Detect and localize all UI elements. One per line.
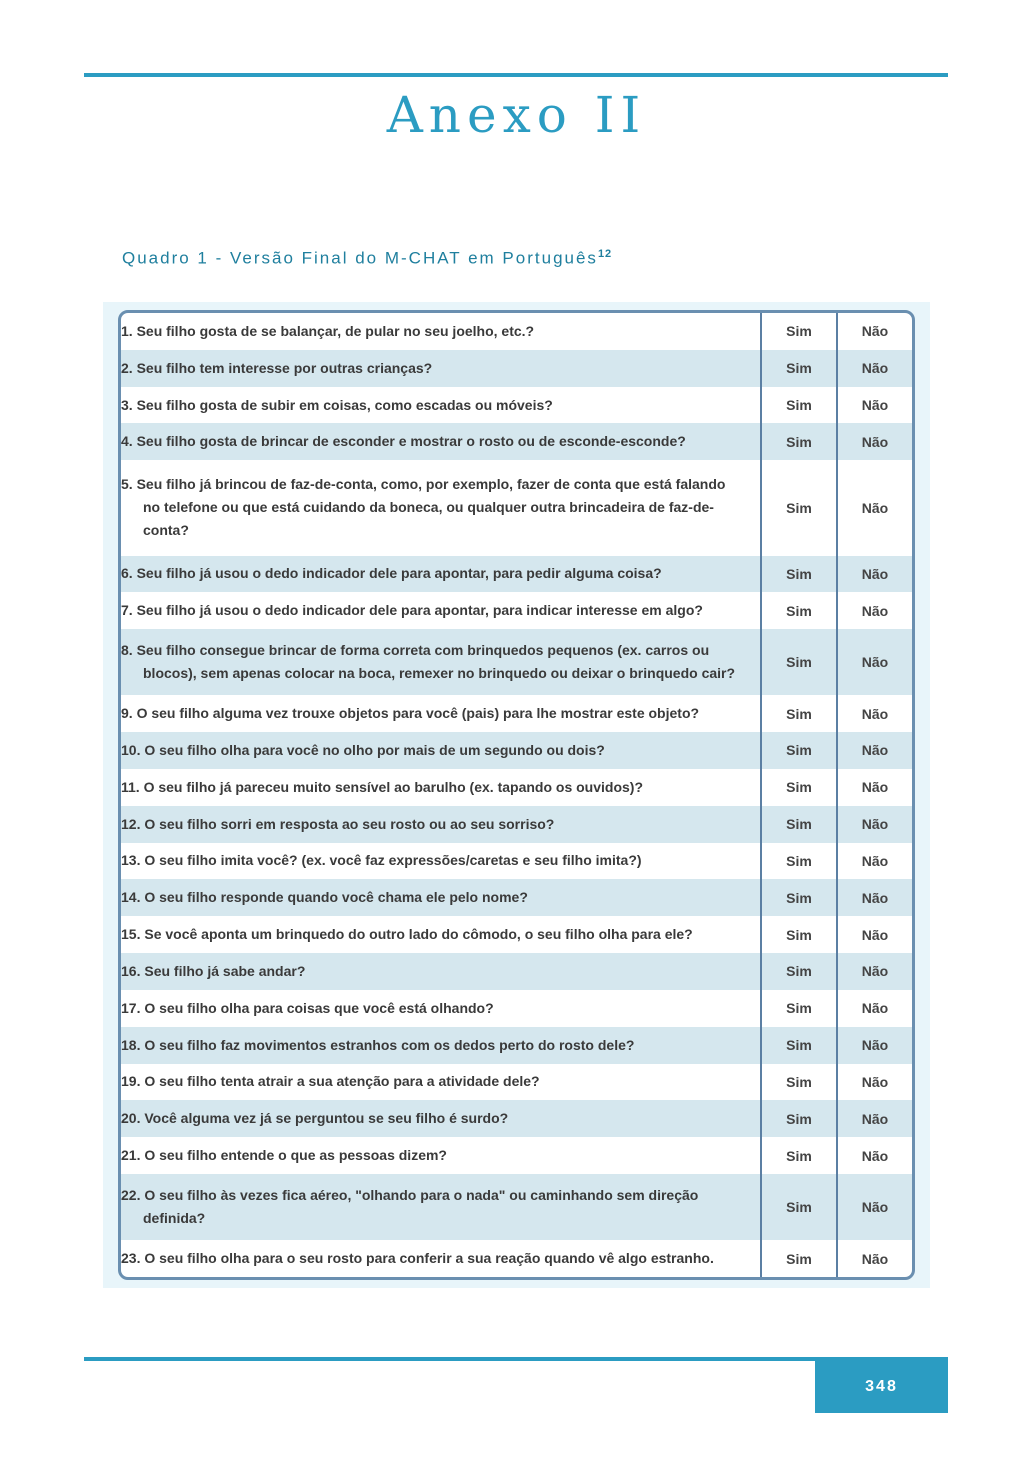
page-number-box — [815, 1360, 948, 1413]
table-row — [121, 953, 912, 990]
answer-yes: Sim — [761, 350, 837, 387]
answer-yes: Sim — [761, 806, 837, 843]
table-row — [121, 1064, 912, 1101]
table-row — [121, 843, 912, 880]
answer-yes: Sim — [761, 953, 837, 990]
question-text: 6. Seu filho já usou o dedo indicador dele para apontar, para pedir alguma coisa? — [121, 556, 761, 593]
answer-no: Não — [837, 629, 912, 695]
answer-no: Não — [837, 1100, 912, 1137]
table-row — [121, 1174, 912, 1240]
caption-text: Quadro 1 - Versão Final do M-CHAT em Português — [122, 248, 598, 268]
answer-no: Não — [861, 1000, 889, 1017]
table-row — [121, 1137, 912, 1174]
answer-no: Não — [861, 779, 889, 796]
question-text: 14. O seu filho responde quando você chama ele pelo nome? — [121, 879, 761, 916]
answer-no: Não — [837, 953, 912, 990]
answer-yes: Sim — [761, 1174, 837, 1240]
question-text: 4. Seu filho gosta de brincar de esconder e mostrar o rosto ou de esconde-esconde? — [121, 423, 761, 460]
answer-yes: Sim — [761, 1100, 837, 1137]
table-row — [121, 769, 912, 806]
question-text: 9. O seu filho alguma vez trouxe objetos para você (pais) para lhe mostrar este objeto? — [121, 705, 700, 722]
answer-no: Não — [837, 423, 912, 460]
answer-no: Não — [861, 397, 889, 414]
question-text: 17. O seu filho olha para coisas que você está olhando? — [121, 999, 494, 1016]
table-row — [121, 629, 912, 695]
answer-no: Não — [861, 1250, 889, 1267]
answer-yes: Sim — [761, 423, 837, 460]
answer-no: Não — [861, 852, 889, 869]
mchat-table — [121, 313, 912, 1277]
question-text: 23. O seu filho olha para o seu rosto para conferir a sua reação quando vê algo estranho. — [121, 1250, 714, 1267]
question-text: 15. Se você aponta um brinquedo do outro lado do cômodo, o seu filho olha para ele? — [121, 926, 693, 943]
question-text: 8. Seu filho consegue brincar de forma correta com brinquedos pequenos (ex. carros ou blocos), sem apenas colocar na boca, remexer no brinquedo ou deixar o brinquedo cair? — [121, 629, 761, 695]
answer-no: Não — [837, 350, 912, 387]
question-text: 16. Seu filho já sabe andar? — [121, 953, 761, 990]
table-row — [121, 879, 912, 916]
question-text: 22. O seu filho às vezes fica aéreo, "olhando para o nada" ou caminhando sem direção definida? — [121, 1174, 761, 1240]
answer-no: Não — [837, 732, 912, 769]
table-row — [121, 916, 912, 953]
table-row — [121, 1240, 912, 1277]
table-row — [121, 695, 912, 732]
answer-yes: Sim — [761, 313, 837, 350]
questionnaire-table-frame — [118, 310, 915, 1280]
table-row — [121, 313, 912, 350]
question-text: 2. Seu filho tem interesse por outras crianças? — [121, 350, 761, 387]
answer-yes: Sim — [761, 387, 837, 424]
answer-yes: Sim — [761, 556, 837, 593]
question-text: 20. Você alguma vez já se perguntou se seu filho é surdo? — [121, 1100, 761, 1137]
questionnaire-figure — [103, 302, 930, 1288]
answer-yes: Sim — [761, 990, 837, 1027]
answer-no: Não — [861, 602, 889, 619]
answer-yes: Sim — [761, 1137, 837, 1174]
table-row — [121, 423, 912, 460]
question-text: 18. O seu filho faz movimentos estranhos com os dedos perto do rosto dele? — [121, 1027, 761, 1064]
table-row — [121, 990, 912, 1027]
table-row — [121, 460, 912, 555]
question-text: 3. Seu filho gosta de subir em coisas, como escadas ou móveis? — [121, 396, 553, 413]
question-text: 19. O seu filho tenta atrair a sua atenção para a atividade dele? — [121, 1073, 540, 1090]
answer-yes: Sim — [761, 1064, 837, 1101]
table-row — [121, 806, 912, 843]
answer-no: Não — [861, 705, 889, 722]
caption-reference: 12 — [597, 248, 613, 260]
table-row — [121, 1027, 912, 1064]
answer-yes: Sim — [761, 695, 837, 732]
table-row — [121, 350, 912, 387]
answer-yes: Sim — [761, 769, 837, 806]
page-number: 348 — [865, 1377, 898, 1395]
top-rule — [84, 73, 948, 77]
answer-no: Não — [837, 1027, 912, 1064]
answer-yes: Sim — [761, 1027, 837, 1064]
question-text: 12. O seu filho sorri em resposta ao seu rosto ou ao seu sorriso? — [121, 806, 761, 843]
question-text: 1. Seu filho gosta de se balançar, de pular no seu joelho, etc.? — [121, 322, 535, 339]
table-caption — [122, 248, 612, 269]
answer-no: Não — [837, 556, 912, 593]
answer-yes: Sim — [761, 916, 837, 953]
answer-no: Não — [861, 926, 889, 943]
answer-yes: Sim — [761, 1240, 837, 1277]
answer-no: Não — [837, 1174, 912, 1240]
answer-no: Não — [837, 806, 912, 843]
page-title: Anexo II — [386, 86, 647, 144]
answer-yes: Sim — [761, 460, 837, 555]
answer-yes: Sim — [761, 592, 837, 629]
answer-no: Não — [861, 1073, 889, 1090]
answer-no: Não — [861, 1147, 889, 1164]
answer-yes: Sim — [761, 732, 837, 769]
question-text: 21. O seu filho entende o que as pessoas dizem? — [121, 1147, 447, 1164]
answer-no: Não — [837, 879, 912, 916]
answer-no: Não — [861, 323, 889, 340]
answer-yes: Sim — [761, 843, 837, 880]
table-row — [121, 732, 912, 769]
question-text: 11. O seu filho já pareceu muito sensível ao barulho (ex. tapando os ouvidos)? — [121, 778, 644, 795]
question-text: 10. O seu filho olha para você no olho por mais de um segundo ou dois? — [121, 732, 761, 769]
answer-yes: Sim — [761, 629, 837, 695]
table-row — [121, 387, 912, 424]
question-text: 7. Seu filho já usou o dedo indicador dele para apontar, para indicar interesse em algo? — [121, 602, 703, 619]
answer-no: Não — [861, 499, 889, 516]
mchat-table-body — [121, 313, 912, 1277]
table-row — [121, 1100, 912, 1137]
question-text: 5. Seu filho já brincou de faz-de-conta, como, por exemplo, fazer de conta que está falando no telefone ou que está cuidando da boneca, ou qualquer outra brincadeira de faz-de-conta? — [121, 476, 726, 539]
table-row — [121, 592, 912, 629]
answer-yes: Sim — [761, 879, 837, 916]
table-row — [121, 556, 912, 593]
question-text: 13. O seu filho imita você? (ex. você faz expressões/caretas e seu filho imita?) — [121, 852, 642, 869]
